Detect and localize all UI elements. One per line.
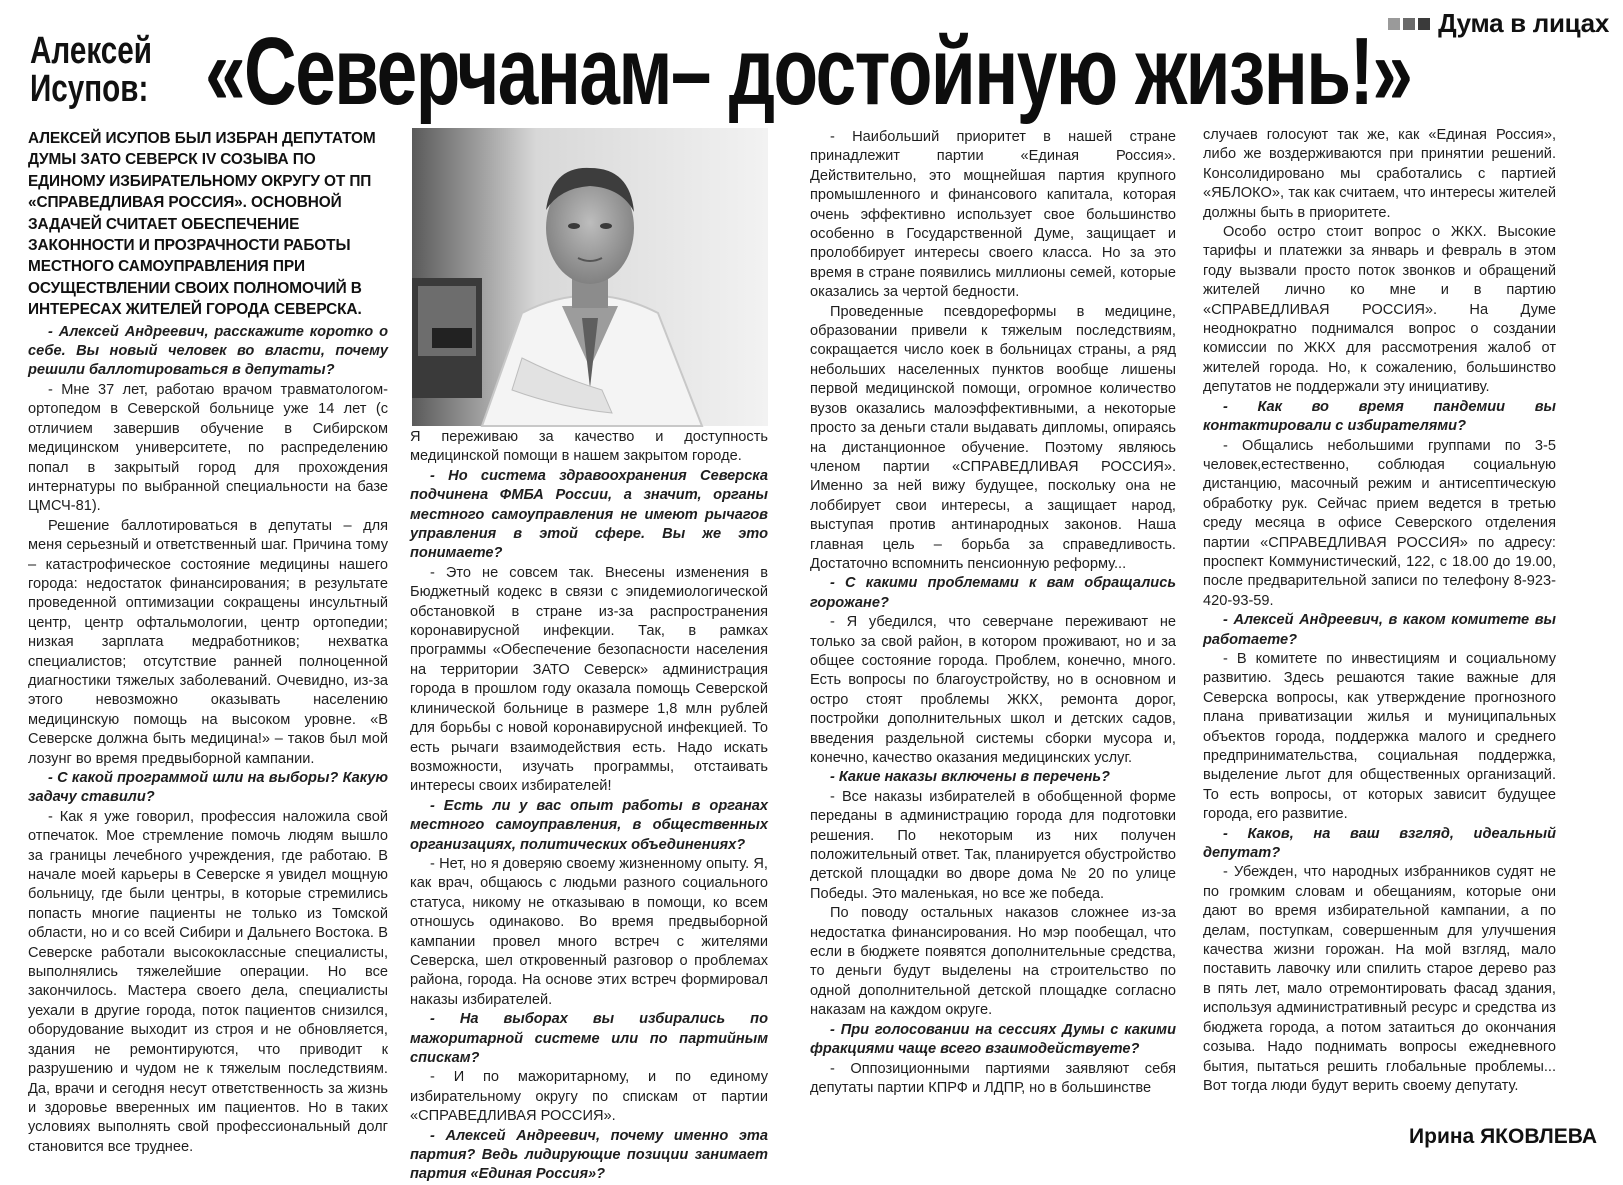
interview-question: - Алексей Андреевич, в каком комитете вы работаете? xyxy=(1203,612,1556,648)
interview-question: - На выборах вы избирались по мажоритарной системе или по партийным спискам? xyxy=(410,1011,768,1066)
interview-paragraph: - И по мажоритарному, и по единому избирательному округу по спискам от партии «СПРАВЕДЛИВАЯ РОССИЯ». xyxy=(410,1069,768,1125)
interview-paragraph: - Мне 37 лет, работаю врачом травматологом-ортопедом в Северской больнице уже 14 лет (с отличием завершив обучение в Сибирском медицинском университете, по распределению попал в закрытый город для прохождения интернатуры по выбранной специальности на базе ЦМСЧ-81). xyxy=(28,381,388,515)
interview-question: - Каков, на ваш взгляд, идеальный депутат? xyxy=(1203,825,1556,862)
interview-question: - С какими проблемами к вам обращались горожане? xyxy=(810,575,1176,611)
interview-paragraph: - Убежден, что народных избранников судят не по громким словам и обещаниям, которые они дают во время избирательной кампании, а по делам, поступкам, совершенным для улучшения качества жизни горожан. На мой взгляд, мало поставить лавочку или спилить старое дерево раз в пять лет, мало отремонтировать фасад здания, используя административный ресурс и средства из бюджета города, а потом затаиться до окончания созыва. Надо поднимать вопросы ежедневного бытия, пытаться решить глобальные проблемы... Вот тогда люди будут верить своему депутату. xyxy=(1203,864,1556,1094)
interview-paragraph: Я переживаю за качество и доступность медицинской помощи в нашем закрытом городе. xyxy=(410,429,768,465)
column-2-body xyxy=(410,428,768,1185)
column-1-body xyxy=(28,323,388,1157)
article-column-3 xyxy=(810,128,1176,1098)
interview-paragraph: - В комитете по инвестициям и социальному развитию. Здесь решаются такие важные для Северска вопросы, как утверждение прогнозного плана приватизации жилья и муниципальных объектов города, поддержка малого и среднего предпринимательства, социальная поддержка, выделение льгот для общественных организаций. То есть вопросы, от которых зависит будущее города, его развитие. xyxy=(1203,650,1556,823)
column-4-body xyxy=(1203,126,1556,1096)
interview-paragraph: - Общались небольшими группами по 3-5 человек,естественно, соблюдая социальную дистанцию, масочный режим и антисептическую обработку рук. Сейчас прием ведется в третью среду месяца в офисе Северского отделения партии «СПРАВЕДЛИВАЯ РОССИЯ» по адресу: проспект Коммунистический, 122, с 18.00 до 19.00, после предварительной записи по телефону 8-923-420-93-59. xyxy=(1203,437,1556,609)
article-column-1 xyxy=(28,128,388,1157)
author-last-name: Исупов: xyxy=(30,68,149,110)
interview-paragraph: - Как я уже говорил, профессия наложила свой отпечаток. Мое стремление помочь людям вышло за границы лечебного учреждения, где работаю. В начале моей карьеры в Северске я увидел мощную больницу, где были центры, в которые стремились попасть многие пациенты не только из Томской области, но и со всей Сибири и Дальнего Востока. В Северске работали высококлассные специалисты, выполнялись тяжелейшие операции. Но все закончилось. Мастера своего дела, специалисты уехали в другие города, поток пациентов снизился, оборудование выходит из строя и не обновляется, здания не ремонтируются, что приводит к разрушению и чудом не к тяжелым последствиям. Да, врачи и сегодня несут ответственность за жизнь и здоровье вверенных им пациентов. Но в таких условиях выполнять свой профессиональный долг становится все труднее. xyxy=(28,808,388,1155)
column-3-body xyxy=(810,128,1176,1098)
interview-paragraph: случаев голосуют так же, как «Единая Россия», либо же воздерживаются при принятии решений. Консолидировано мы сработались с партией «ЯБЛОКО», так как считаем, что интересы жителей должны быть в приоритете. xyxy=(1203,127,1556,221)
interview-paragraph: - Наибольший приоритет в нашей стране принадлежит партии «Единая Россия». Действительно, это мощнейшая партия крупного промышленного и финансового капитала, которая очень эффективно использует свое большинство особенно в Государственной Думе, защищает и пролоббирует интересы своего класса. Но за это время в стране появились миллионы семей, которые оказались за чертой бедности. xyxy=(810,129,1176,301)
interview-paragraph: - Все наказы избирателей в обобщенной форме переданы в администрацию города для подготовки решения. По некоторым из них получен положительный ответ. Так, планируется обустройство детской площадки во дворе дома № 20 по улице Победы. Это маленькая, но все же победа. xyxy=(810,788,1176,902)
interview-paragraph: По поводу остальных наказов сложнее из-за недостатка финансирования. Но мэр пообещал, что если в бюджете появятся дополнительные средства, то деньги будут выделены на строительство по одной дополнительной детской площадке согласно наказам на каждом округе. xyxy=(810,905,1176,1019)
interview-question: - Но система здравоохранения Северска подчинена ФМБА России, а значит, органы местного самоуправления не имеют рычагов управления в этой сфере. Вы же это понимаете? xyxy=(410,467,768,562)
author-name xyxy=(30,32,152,108)
portrait-photo xyxy=(412,128,768,426)
interview-question: - Как во время пандемии вы контактировали с избирателями? xyxy=(1203,398,1556,435)
article-column-2 xyxy=(410,428,768,1185)
interview-paragraph: - Оппозиционными партиями заявляют себя депутаты партии КПРФ и ЛДПР, но в большинстве xyxy=(810,1060,1176,1096)
interview-paragraph: Проведенные псевдореформы в медицине, образовании привели к тяжелым последствиям, сокращается число коек в больницах страны, а ряд небольших населенных пунктов вообще лишены первой медицинской помощи, огромное количество вузов оказались малоэффективными, а некоторые просто за деньги стали выдавать дипломы, опираясь на дистанционное обучение. Поэтому являюсь членом партии «СПРАВЕДЛИВАЯ РОССИЯ». Именно за ней вижу будущее, поскольку она не лоббирует свои интересы, а защищает народ, выступая против антинародных законов. Наша главная цель – борьба за справедливость. Достаточно вспомнить пенсионную реформу... xyxy=(810,303,1176,572)
author-first-name: Алексей xyxy=(30,30,152,72)
interview-question: - Алексей Андреевич, почему именно эта партия? Ведь лидирующие позиции занимает партия «Единая Россия»? xyxy=(410,1127,768,1183)
headline: «Северчанам– достойную жизнь!» xyxy=(205,18,1412,125)
rubric-title: Дума в лицах xyxy=(1438,8,1609,38)
interview-question: - Какие наказы включены в перечень? xyxy=(830,769,1110,786)
interview-paragraph: - Это не совсем так. Внесены изменения в Бюджетный кодекс в связи с эпидемиологической обстановкой в стране из-за распространения коронавирусной инфекции. Так, в рамках программы «Обеспечение безопасности населения на территории ЗАТО Северск» администрация города в прошлом году оказала помощь Северской клинической больнице в размере 1,8 млн рублей для борьбы с новой коронавирусной инфекцией. То есть рычаги взаимодействия есть. Надо искать возможности, изучать программы, отстаивать интересы своих избирателей! xyxy=(410,564,768,795)
interview-paragraph: Особо остро стоит вопрос о ЖКХ. Высокие тарифы и платежки за январь и февраль в этом году вызвали просто поток звонков и обращений жителей лично ко мне и в партию «СПРАВЕДЛИВАЯ РОССИЯ». На Думе неоднократно поднимался вопрос о создании комиссии по ЖКХ для рассмотрения жалоб от жителей города. Но, к сожалению, большинство депутатов не поддержали эту инициативу. xyxy=(1203,224,1556,396)
interview-paragraph: Решение баллотироваться в депутаты – для меня серьезный и ответственный шаг. Причина тому – катастрофическое состояние медицины нашего города: недостаток финансирования; в результате проведенной оптимизации сокращены инсультный центр, центр офтальмологии, центр ортопедии; низкая зарплата медработников; нехватка специалистов; отсутствие ранней полноценной диагностики тяжелых заболеваний. Очевидно, из-за этого невозможно оказывать населению медицинскую помощь на высоком уровне. «В Северске должна быть медицина!» – таков был мой лозунг во время предвыборной кампании. xyxy=(28,517,388,767)
interview-paragraph: - Нет, но я доверяю своему жизненному опыту. Я, как врач, общаюсь с людьми разного социального статуса, никому не отказываю в помощи, ко всем отношусь одинаково. Во время предвыборной кампании провел много встреч с жителями Северска, шел откровенный разговор о проблемах района, города. На основе этих встреч формировал наказы избирателей. xyxy=(410,855,768,1008)
interview-question: - С какой программой шли на выборы? Какую задачу ставили? xyxy=(28,770,388,806)
lead-paragraph: АЛЕКСЕЙ ИСУПОВ БЫЛ ИЗБРАН ДЕПУТАТОМ ДУМЫ ЗАТО СЕВЕРСК IV СОЗЫВА ПО ЕДИНОМУ ИЗБИРАТЕЛЬНОМУ ОКРУГУ ОТ ПП «СПРАВЕДЛИВАЯ РОССИЯ». ОСНОВНОЙ ЗАДАЧЕЙ СЧИТАЕТ ОБЕСПЕЧЕНИЕ ЗАКОННОСТИ И ПРОЗРАЧНОСТИ РАБОТЫ МЕСТНОГО САМОУПРАВЛЕНИЯ ПРИ ОСУЩЕСТВЛЕНИИ СВОИХ ПОЛНОМОЧИЙ В ИНТЕРЕСАХ ЖИТЕЛЕЙ ГОРОДА СЕВЕРСКА. xyxy=(28,130,376,319)
interview-question: - Есть ли у вас опыт работы в органах местного самоуправления, в общественных организациях, политических объединениях? xyxy=(410,797,768,853)
interview-paragraph: - Я убедился, что северчане переживают не только за свой район, в котором проживают, но и за общее состояние города. Проблем, конечно, много. Есть вопросы по благоустройству, но в основном и остро стоят проблемы ЖКХ, ремонта дорог, постройки дополнительных школ и детских садов, введения раздельной системы сборки мусора и, конечно, качество оказания медицинских услуг. xyxy=(810,614,1176,766)
article-column-4 xyxy=(1203,126,1556,1096)
rubric-header xyxy=(1388,8,1609,39)
interview-question: - Алексей Андреевич, расскажите коротко о себе. Вы новый человек во власти, почему решили баллотироваться в депутаты? xyxy=(28,323,388,379)
interview-question: - При голосовании на сессиях Думы с какими фракциями чаще всего взаимодействуете? xyxy=(810,1021,1176,1058)
byline: Ирина ЯКОВЛЕВА xyxy=(1409,1125,1597,1148)
